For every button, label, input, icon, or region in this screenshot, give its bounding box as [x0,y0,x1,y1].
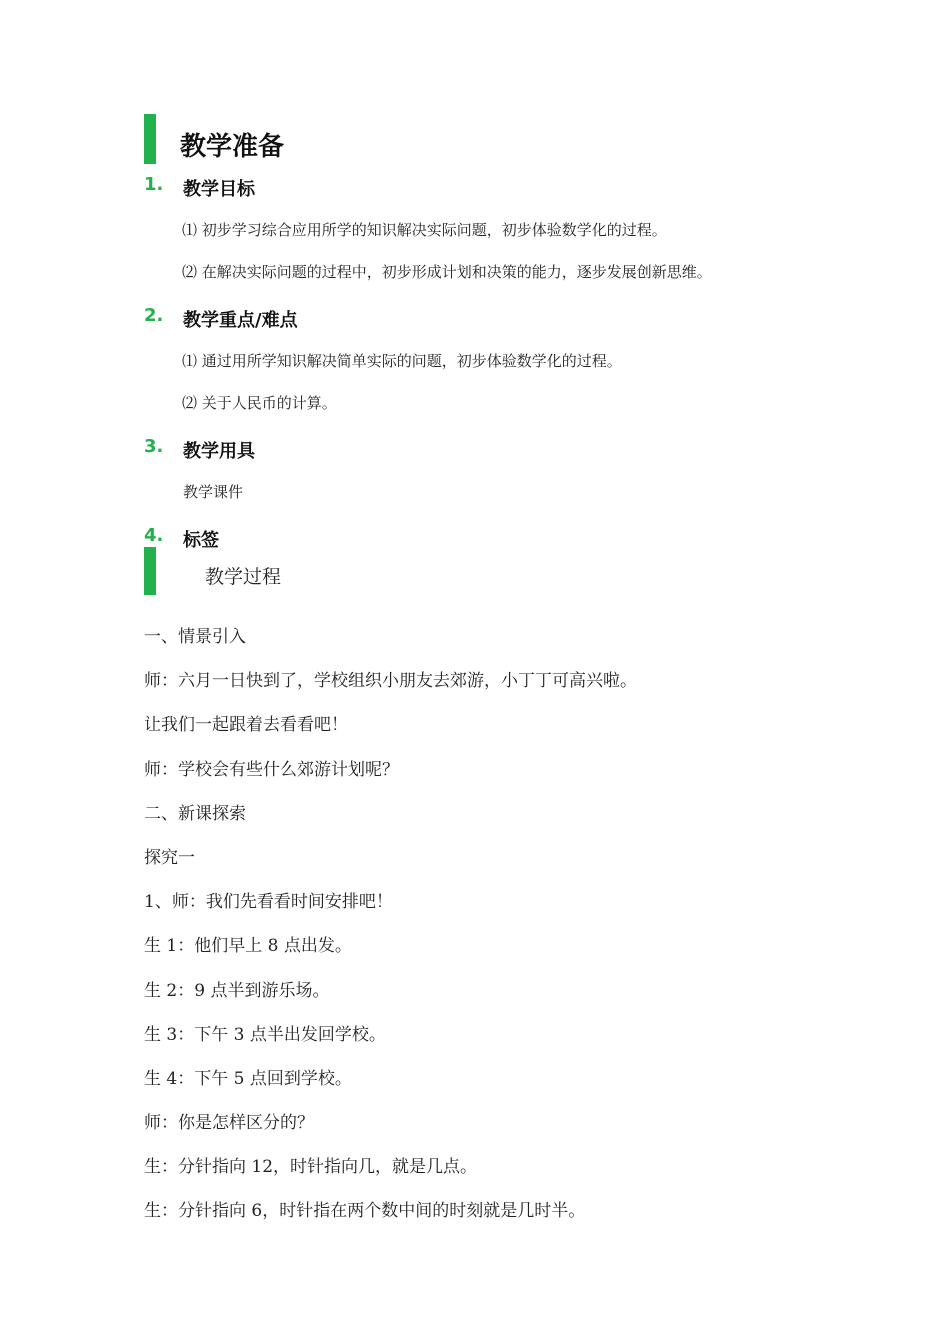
keypoint-item-1: ⑴ 通过用所学知识解决简单实际的问题，初步体验数学化的过程。 [182,352,622,370]
section-4-title: 标签 [183,530,219,551]
section-2-title: 教学重点/难点 [183,310,298,331]
page-title: 教学准备 [180,132,285,162]
heading-accent-bar [144,114,156,164]
paragraph: 生 3：下午 3 点半出发回学校。 [144,1025,386,1045]
paragraph: 一、情景引入 [144,627,246,647]
paragraph: 师：你是怎样区分的？ [144,1113,314,1133]
objective-item-1: ⑴ 初步学习综合应用所学的知识解决实际问题，初步体验数学化的过程。 [182,221,667,239]
paragraph: 生 4：下午 5 点回到学校。 [144,1069,352,1089]
section-1-title: 教学目标 [183,179,255,200]
paragraph: 生：分针指向 12，时针指向几，就是几点。 [144,1157,478,1177]
paragraph: 探究一 [144,848,195,868]
paragraph: 二、新课探索 [144,804,246,824]
paragraph: 师：六月一日快到了，学校组织小朋友去郊游，小丁丁可高兴啦。 [144,671,637,691]
paragraph: 生 2：9 点半到游乐场。 [144,981,330,1001]
paragraph: 生 1：他们早上 8 点出发。 [144,936,352,956]
process-title: 教学过程 [205,566,282,588]
section-3-title: 教学用具 [183,441,255,462]
paragraph: 师：学校会有些什么郊游计划呢？ [144,760,399,780]
section-2-number: 2. [144,305,164,326]
section-4-number: 4. [144,525,164,546]
teaching-tools-text: 教学课件 [183,483,244,501]
section-1-number: 1. [144,174,164,195]
objective-item-2: ⑵ 在解决实际问题的过程中，初步形成计划和决策的能力，逐步发展创新思维。 [182,263,712,281]
process-accent-bar [144,547,156,595]
paragraph: 1、师：我们先看看时间安排吧！ [144,892,393,912]
section-3-number: 3. [144,436,164,457]
paragraph: 让我们一起跟着去看看吧！ [144,715,348,735]
paragraph: 生：分针指向 6，时针指在两个数中间的时刻就是几时半。 [144,1201,586,1221]
keypoint-item-2: ⑵ 关于人民币的计算。 [182,394,337,412]
